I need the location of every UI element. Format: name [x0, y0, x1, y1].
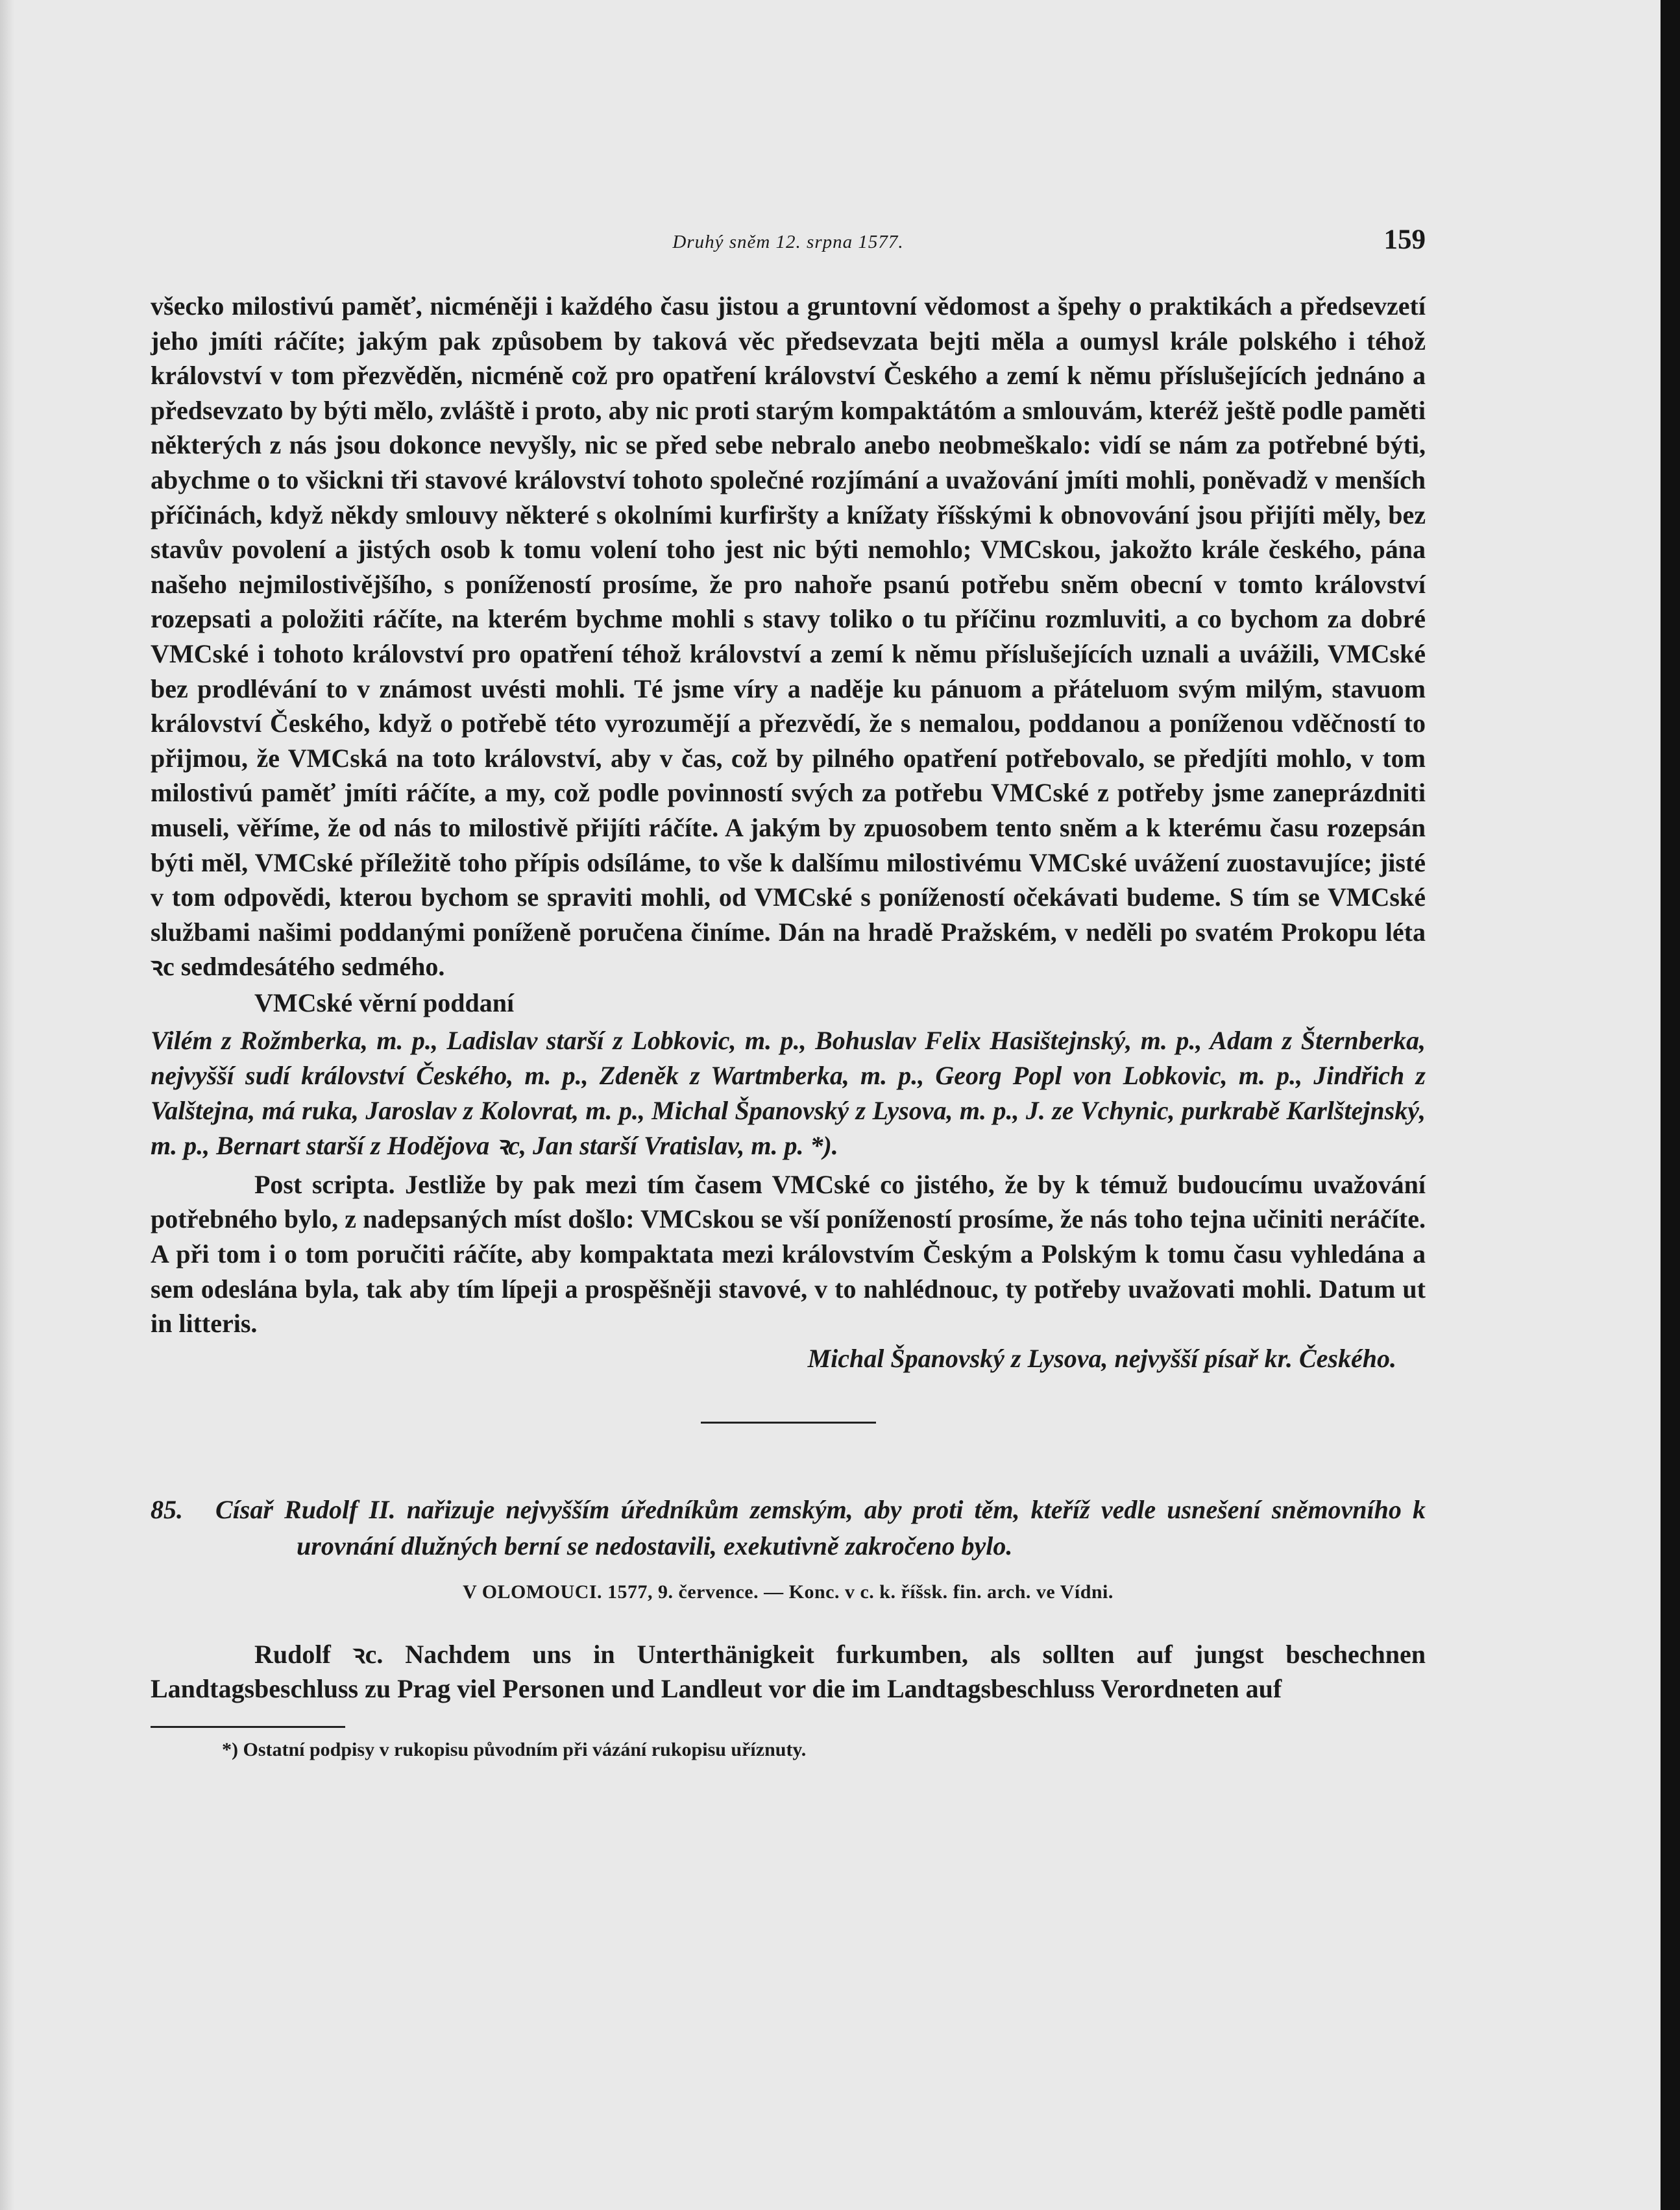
document-header: [151, 1492, 1426, 1564]
signers-list: Vilém z Rožmberka, m. p., Ladislav starší z Lobkovic, m. p., Bohuslav Felix Hasištejnský, m. p., Adam z Šternberka, nejvyšší sudí království Českého, m. p., Zdeněk z Wartmberka, m. p., Georg Popl von Lobkovic, m. p., Jindřich z Valštejna, má ruka, Jaroslav z Kolovrat, m. p., Michal Španovský z Lysova, m. p., J. ze Vchynic, purkrabě Karlštejnský, m. p., Bernart starší z Hodějova ꝛc, Jan starší Vratislav, m. p. *).: [151, 1025, 1426, 1160]
postscript-paragraph: Post scripta. Jestliže by pak mezi tím časem VMCské co jistého, že by k témuž budoucímu uvažování potřebného bylo, z nadepsaných míst došlo: VMCskou se vší ponížeností prosíme, že nás toho tejna učiniti neráčíte. A při tom i o tom poručiti ráčíte, aby kompaktata mezi královstvím Českým a Polským k tomu času vyhledána a sem odeslána byla, tak aby tím lípeji a prospěšněji stavové, v to nahlédnouc, ty potřeby uvažovati mohli. Datum ut in litteris.: [151, 1169, 1426, 1339]
document-body: Rudolf ꝛc. Nachdem uns in Unterthänigkeit furkumben, als sollten auf jungst beschechnen Landtagsbeschluss zu Prag viel Personen und Landleut vor die im Landtagsbeschluss Verordneten auf: [151, 1639, 1426, 1704]
running-title: Druhý sněm 12. srpna 1577.: [672, 232, 904, 252]
footnote: *) Ostatní podpisy v rukopisu původním při vázání rukopisu uříznuty.: [222, 1739, 807, 1761]
page-body: [151, 289, 1426, 1764]
section-divider: [701, 1422, 876, 1424]
signers-heading: VMCské věrní poddaní: [254, 988, 515, 1017]
footnote-rule: [151, 1726, 345, 1728]
document-number: 85.: [151, 1494, 183, 1524]
postscript-signature: Michal Španovský z Lysova, nejvyšší písař kr. Českého.: [807, 1343, 1396, 1373]
page-number: 159: [1383, 225, 1426, 255]
running-head: [151, 224, 1426, 263]
letter-paragraph: všecko milostivú paměť, nicméněji i každého času jistou a gruntovní vědomost a špehy o praktikách a předsevzetí jeho jmíti ráčíte; jakým pak způsobem by taková věc předsevzata bejti měla a oumysl krále polského i téhož království v tom přezvěděn, nicméně což pro opatření království Českého a zemí k němu příslušejících jednáno a předsevzato by býti mělo, zvláště i proto, aby nic proti starým kompaktátóm a smlouvám, kteréž ještě podle paměti některých z nás jsou dokonce nevyšly, nic se před sebe nebralo anebo neobmeškalo: vidí se nám za potřebné býti, abychme o to všickni tři stavové království tohoto společné rozjímání a uvažování jmíti mohli, poněvadž v menších příčinách, když někdy smlouvy některé s okolními kurfiršty a knížaty říšskými k obnovování jsou přijíti měly, bez stavův povolení a jistých osob k tomu volení toho jest nic býti nemohlo; VMCskou, jakožto krále českého, pána našeho nejmilostivějšího, s ponížeností prosíme, že pro nahoře psanú potřebu sněm obecní v tomto království rozepsati a položiti ráčíte, na kterém bychme mohli s stavy toliko o tu příčinu rozmluviti, a co bychom za dobré VMCské i tohoto království pro opatření téhož království a zemí k němu příslušejících uznali a uvážili, VMCské bez prodlévání to v známost uvésti mohli. Té jsme víry a naděje ku pánuom a přáteluom svým milým, stavuom království Českého, když o potřebě této vyrozumějí a přezvědí, že s nemalou, poddanou a poníženou vděčností to přijmou, že VMCská na toto království, aby v čas, což by pilného opatření potřebovalo, se předjíti mohlo, v tom milostivú paměť jmíti ráčíte, a my, což podle povinností svých za potřebu VMCské z potřeby jsme zaneprázdniti museli, věříme, že od nás to milostivě přijíti ráčíte. A jakým by zpuosobem tento sněm a k kterému času rozepsán býti měl, VMCské příležitě toho přípis odsíláme, to vše k dalšímu milostivému VMCské uvážení zuostavujíce; jisté v tom odpovědi, kterou bychom se spraviti mohli, od VMCské s ponížeností očekávati budeme. S tím se VMCské službami našimi poddanými poníženě poručena činíme. Dán na hradě Pražském, v neděli po svatém Prokopu léta ꝛc sedmdesátého sedmého.: [151, 291, 1426, 982]
scan-right-edge: [1661, 0, 1680, 2210]
document-place-date: V OLOMOUCI. 1577, 9. července. — Konc. v c. k. říšsk. fin. arch. ve Vídni.: [463, 1581, 1114, 1603]
document-summary: Císař Rudolf II. nařizuje nejvyšším úředníkům zemským, aby proti těm, kteříž vedle usnešení sněmovního k urovnání dlužných berní se nedostavili, exekutivně zakročeno bylo.: [215, 1494, 1426, 1560]
